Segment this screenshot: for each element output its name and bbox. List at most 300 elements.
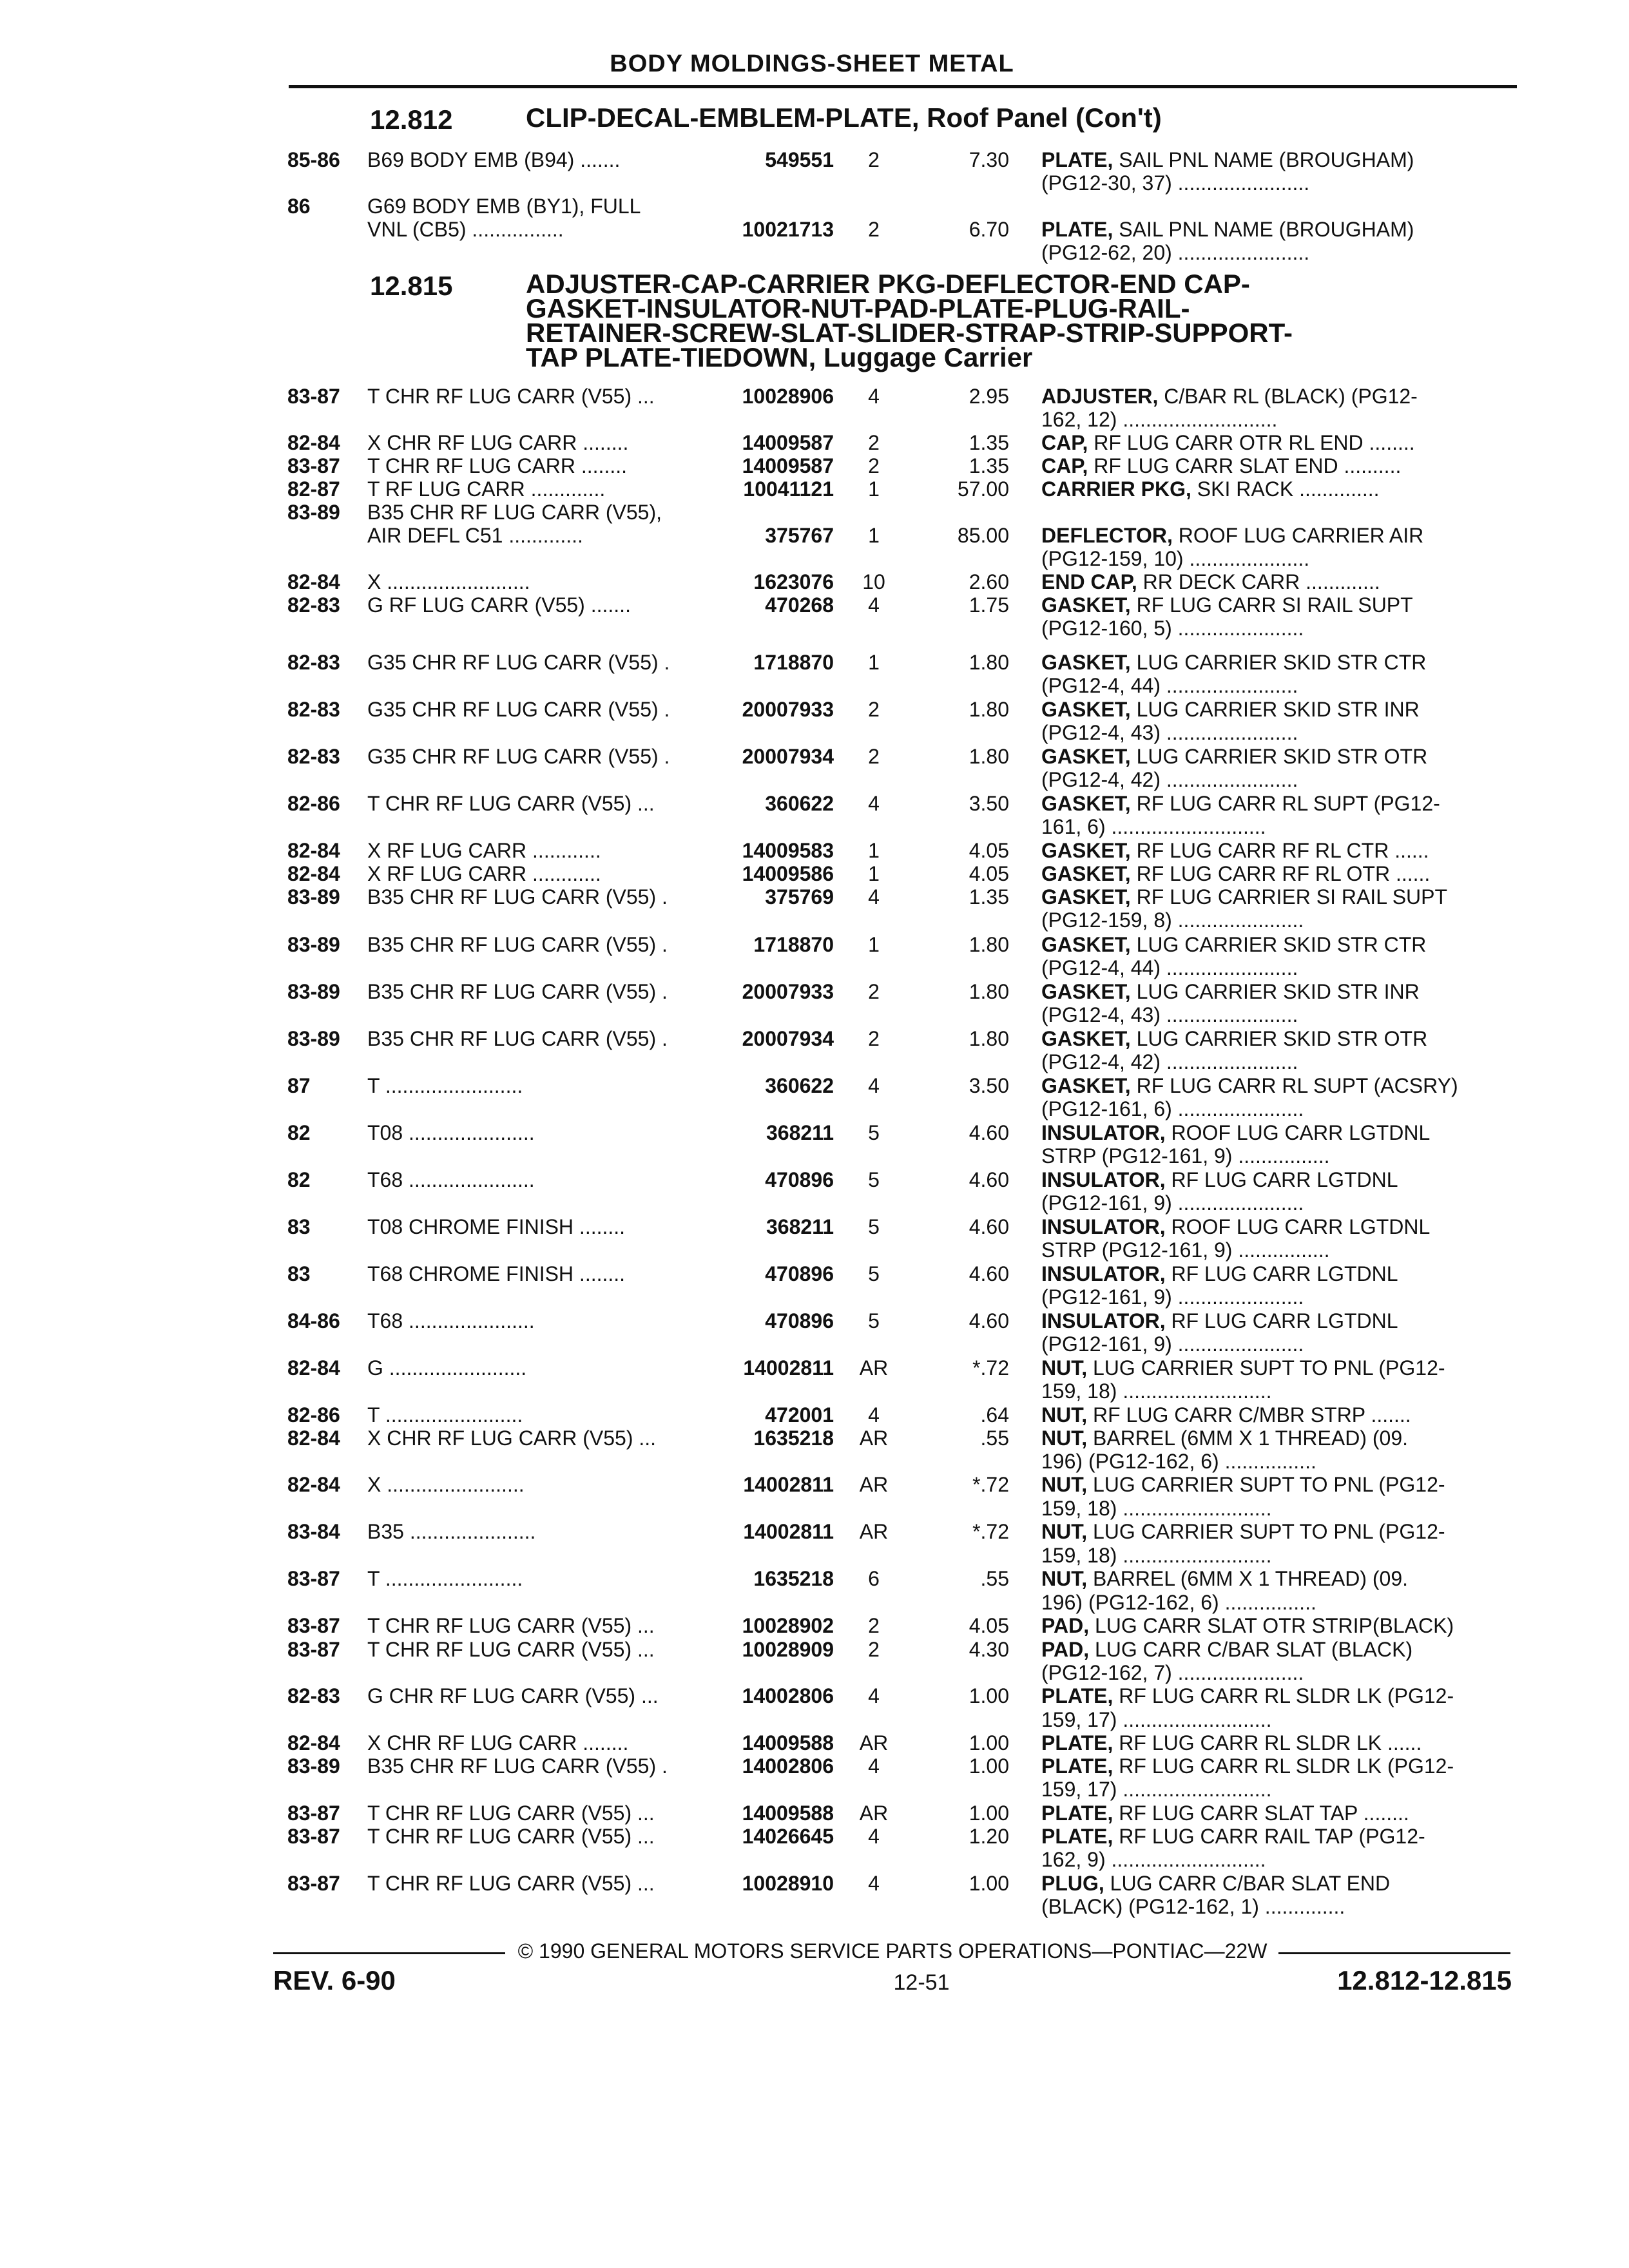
part-name bbox=[1041, 593, 1505, 617]
model-description: X CHR RF LUG CARR ........ bbox=[367, 431, 629, 454]
section-title-line: TAP PLATE-TIEDOWN, Luggage Carrier bbox=[526, 342, 1033, 372]
model-years: 82-84 bbox=[287, 1473, 340, 1496]
part-name bbox=[1041, 1332, 1505, 1356]
model-description: B69 BODY EMB (B94) ....... bbox=[367, 148, 621, 171]
price: 1.80 bbox=[969, 933, 1009, 956]
part-name-keyword: PLATE, bbox=[1041, 218, 1113, 241]
part-name-detail: RR DECK CARR ............. bbox=[1142, 570, 1380, 593]
part-name bbox=[1041, 1661, 1505, 1685]
part-name-detail: RF LUG CARR OTR RL END ........ bbox=[1094, 431, 1415, 454]
part-name-detail: (PG12-159, 8) ...................... bbox=[1041, 908, 1304, 932]
part-name-detail: SKI RACK .............. bbox=[1197, 477, 1380, 501]
part-name bbox=[1041, 241, 1505, 265]
price: 1.80 bbox=[969, 651, 1009, 674]
part-name bbox=[1041, 1614, 1505, 1638]
part-name bbox=[1041, 1074, 1505, 1098]
part-name-keyword: NUT, bbox=[1041, 1427, 1088, 1450]
part-name-detail: RF LUG CARR RL SLDR LK (PG12- bbox=[1119, 1754, 1454, 1778]
part-name bbox=[1041, 1379, 1505, 1403]
price: 4.05 bbox=[969, 862, 1009, 885]
model-description: AIR DEFL C51 ............. bbox=[367, 524, 583, 547]
model-description: T CHR RF LUG CARR ........ bbox=[367, 454, 627, 477]
quantity: 1 bbox=[868, 651, 880, 674]
part-name bbox=[1041, 956, 1505, 980]
price: 4.05 bbox=[969, 839, 1009, 862]
part-number: 375769 bbox=[765, 885, 834, 908]
quantity: 4 bbox=[868, 1403, 880, 1427]
price: 1.00 bbox=[969, 1731, 1009, 1754]
part-name bbox=[1041, 431, 1505, 455]
part-name-keyword: PLATE, bbox=[1041, 1825, 1113, 1848]
price: .55 bbox=[980, 1567, 1009, 1590]
quantity: 2 bbox=[868, 980, 880, 1003]
part-name-keyword: GASKET, bbox=[1041, 1027, 1131, 1050]
part-name bbox=[1041, 218, 1505, 242]
part-number: 14009586 bbox=[742, 862, 834, 885]
quantity: AR bbox=[859, 1520, 889, 1543]
part-name bbox=[1041, 1754, 1505, 1778]
quantity: AR bbox=[859, 1427, 889, 1450]
part-name-detail: LUG CARR C/BAR SLAT END bbox=[1110, 1872, 1391, 1895]
part-name-detail: C/BAR RL (BLACK) (PG12- bbox=[1164, 385, 1418, 408]
part-name-keyword: ADJUSTER, bbox=[1041, 385, 1159, 408]
quantity: AR bbox=[859, 1356, 889, 1379]
part-name-keyword: NUT, bbox=[1041, 1520, 1088, 1543]
price: 1.80 bbox=[969, 745, 1009, 768]
model-years: 83-87 bbox=[287, 1638, 340, 1661]
price: 1.00 bbox=[969, 1872, 1009, 1895]
part-number: 10028909 bbox=[742, 1638, 834, 1661]
price: 57.00 bbox=[957, 477, 1009, 501]
model-description: X CHR RF LUG CARR (V55) ... bbox=[367, 1427, 657, 1450]
part-name bbox=[1041, 651, 1505, 675]
part-name bbox=[1041, 792, 1505, 816]
quantity: 4 bbox=[868, 885, 880, 908]
part-name-detail: 196) (PG12-162, 6) ................ bbox=[1041, 1450, 1316, 1473]
model-description: T ........................ bbox=[367, 1567, 523, 1590]
part-number: 10028902 bbox=[742, 1614, 834, 1637]
quantity: 5 bbox=[868, 1309, 880, 1332]
model-years: 83-87 bbox=[287, 454, 340, 477]
part-number: 1718870 bbox=[753, 651, 834, 674]
part-name-keyword: NUT, bbox=[1041, 1567, 1088, 1590]
section-title-line: ADJUSTER-CAP-CARRIER PKG-DEFLECTOR-END CAP- bbox=[526, 269, 1250, 299]
model-description: G ........................ bbox=[367, 1356, 527, 1379]
part-name bbox=[1041, 1403, 1505, 1427]
part-number: 14026645 bbox=[742, 1825, 834, 1848]
part-name-detail: LUG CARR SLAT OTR STRIP(BLACK) bbox=[1094, 1614, 1454, 1637]
quantity: 4 bbox=[868, 1754, 880, 1778]
part-number: 14009588 bbox=[742, 1731, 834, 1754]
model-description: X ........................ bbox=[367, 1473, 525, 1496]
part-name bbox=[1041, 477, 1505, 501]
section-title-line: GASKET-INSULATOR-NUT-PAD-PLATE-PLUG-RAIL- bbox=[526, 293, 1190, 323]
model-description: X RF LUG CARR ............ bbox=[367, 839, 601, 862]
footer-rule-right bbox=[1278, 1952, 1510, 1954]
quantity: 1 bbox=[868, 839, 880, 862]
part-name-detail: ROOF LUG CARR LGTDNL bbox=[1171, 1121, 1431, 1144]
section-title bbox=[526, 269, 1505, 372]
model-description: G35 CHR RF LUG CARR (V55) . bbox=[367, 698, 670, 721]
section-title-line: CLIP-DECAL-EMBLEM-PLATE, Roof Panel (Con't) bbox=[526, 102, 1162, 133]
part-name bbox=[1041, 980, 1505, 1004]
part-name bbox=[1041, 1168, 1505, 1192]
model-years: 83-89 bbox=[287, 1754, 340, 1778]
section-range: 12.812-12.815 bbox=[1337, 1965, 1512, 1995]
part-name bbox=[1041, 570, 1505, 594]
part-name-keyword: GASKET, bbox=[1041, 933, 1131, 956]
price: 4.60 bbox=[969, 1215, 1009, 1238]
part-number: 14002811 bbox=[743, 1520, 834, 1543]
part-number: 10028910 bbox=[742, 1872, 834, 1895]
part-name-detail: RF LUG CARR RL SUPT (ACSRY) bbox=[1136, 1074, 1458, 1097]
price: 4.30 bbox=[969, 1638, 1009, 1661]
quantity: AR bbox=[859, 1731, 889, 1754]
price: 1.00 bbox=[969, 1754, 1009, 1778]
model-years: 82-84 bbox=[287, 1427, 340, 1450]
part-name-keyword: CAP, bbox=[1041, 454, 1088, 477]
price: 1.35 bbox=[969, 454, 1009, 477]
part-name-detail: (PG12-30, 37) ....................... bbox=[1041, 171, 1310, 195]
quantity: 5 bbox=[868, 1215, 880, 1238]
part-name-detail: LUG CARRIER SKID STR OTR bbox=[1136, 745, 1428, 768]
model-years: 82-86 bbox=[287, 792, 340, 815]
model-years: 82 bbox=[287, 1168, 311, 1191]
price: .55 bbox=[980, 1427, 1009, 1450]
model-description: T CHR RF LUG CARR (V55) ... bbox=[367, 1638, 655, 1661]
model-years: 82-84 bbox=[287, 1356, 340, 1379]
part-name-detail: LUG CARRIER SKID STR INR bbox=[1136, 980, 1420, 1003]
quantity: 2 bbox=[868, 1027, 880, 1050]
part-number: 14009587 bbox=[742, 431, 834, 454]
model-years: 82-84 bbox=[287, 570, 340, 593]
part-name-detail: RF LUG CARR C/MBR STRP ....... bbox=[1093, 1403, 1411, 1427]
price: 1.20 bbox=[969, 1825, 1009, 1848]
part-name-keyword: PAD, bbox=[1041, 1638, 1090, 1661]
part-name bbox=[1041, 1802, 1505, 1825]
part-name-keyword: PLATE, bbox=[1041, 1684, 1113, 1707]
part-number: 470268 bbox=[765, 593, 834, 617]
section-title bbox=[526, 102, 1505, 133]
copyright-notice: © 1990 GENERAL MOTORS SERVICE PARTS OPERATIONS—PONTIAC—22W bbox=[517, 1939, 1268, 1963]
price: 6.70 bbox=[969, 218, 1009, 241]
part-name-detail: RF LUG CARRIER SI RAIL SUPT bbox=[1136, 885, 1448, 908]
model-description: B35 CHR RF LUG CARR (V55), bbox=[367, 501, 662, 524]
model-description: B35 CHR RF LUG CARR (V55) . bbox=[367, 933, 668, 956]
quantity: AR bbox=[859, 1473, 889, 1496]
page-header-title: BODY MOLDINGS-SHEET METAL bbox=[610, 50, 1014, 77]
part-name-detail: (PG12-161, 9) ...................... bbox=[1041, 1191, 1304, 1215]
part-name bbox=[1041, 1895, 1505, 1919]
part-number: 470896 bbox=[765, 1309, 834, 1332]
model-years: 82-83 bbox=[287, 593, 340, 617]
part-name-keyword: GASKET, bbox=[1041, 1074, 1131, 1097]
model-years: 83 bbox=[287, 1262, 311, 1285]
part-name-detail: (PG12-4, 42) ....................... bbox=[1041, 768, 1298, 791]
model-description: T68 ...................... bbox=[367, 1168, 535, 1191]
part-name bbox=[1041, 1191, 1505, 1215]
quantity: 10 bbox=[862, 570, 885, 593]
model-description: X CHR RF LUG CARR ........ bbox=[367, 1731, 629, 1754]
model-years: 82-84 bbox=[287, 431, 340, 454]
part-name-detail: RF LUG CARR SI RAIL SUPT bbox=[1136, 593, 1413, 617]
part-name-detail: LUG CARRIER SKID STR CTR bbox=[1136, 651, 1427, 674]
quantity: 1 bbox=[868, 477, 880, 501]
part-name-keyword: GASKET, bbox=[1041, 792, 1131, 815]
price: 1.80 bbox=[969, 1027, 1009, 1050]
part-name-keyword: NUT, bbox=[1041, 1356, 1088, 1379]
part-name-detail: LUG CARR C/BAR SLAT (BLACK) bbox=[1094, 1638, 1413, 1661]
part-number: 14002811 bbox=[743, 1356, 834, 1379]
part-name bbox=[1041, 1027, 1505, 1051]
part-name bbox=[1041, 862, 1505, 886]
part-name bbox=[1041, 698, 1505, 722]
quantity: 2 bbox=[868, 698, 880, 721]
price: 4.60 bbox=[969, 1168, 1009, 1191]
part-name bbox=[1041, 547, 1505, 571]
price: 4.05 bbox=[969, 1614, 1009, 1637]
quantity: 5 bbox=[868, 1262, 880, 1285]
model-description: T CHR RF LUG CARR (V55) ... bbox=[367, 1802, 655, 1825]
part-name-detail: (PG12-62, 20) ....................... bbox=[1041, 241, 1310, 264]
quantity: 6 bbox=[868, 1567, 880, 1590]
section-title-line: RETAINER-SCREW-SLAT-SLIDER-STRAP-STRIP-SUPPORT- bbox=[526, 318, 1293, 348]
part-name-detail: RF LUG CARR RF RL OTR ...... bbox=[1136, 862, 1431, 885]
quantity: 4 bbox=[868, 792, 880, 815]
part-number: 14002806 bbox=[742, 1754, 834, 1778]
price: 1.00 bbox=[969, 1802, 1009, 1825]
model-description: T CHR RF LUG CARR (V55) ... bbox=[367, 385, 655, 408]
part-name-detail: (PG12-161, 9) ...................... bbox=[1041, 1285, 1304, 1309]
part-name-detail: RF LUG CARR LGTDNL bbox=[1171, 1262, 1398, 1285]
model-description: G RF LUG CARR (V55) ....... bbox=[367, 593, 631, 617]
part-number: 14009587 bbox=[742, 454, 834, 477]
model-years: 83 bbox=[287, 1215, 311, 1238]
quantity: 1 bbox=[868, 862, 880, 885]
quantity: 5 bbox=[868, 1168, 880, 1191]
part-name bbox=[1041, 908, 1505, 932]
part-name-keyword: INSULATOR, bbox=[1041, 1262, 1166, 1285]
part-number: 20007933 bbox=[742, 980, 834, 1003]
part-name-detail: RF LUG CARR RL SLDR LK ...... bbox=[1119, 1731, 1422, 1754]
model-years: 83-89 bbox=[287, 501, 340, 524]
part-name-detail: (PG12-4, 44) ....................... bbox=[1041, 674, 1298, 697]
price: 1.75 bbox=[969, 593, 1009, 617]
part-name bbox=[1041, 1356, 1505, 1380]
model-description: B35 CHR RF LUG CARR (V55) . bbox=[367, 885, 668, 908]
price: 4.60 bbox=[969, 1262, 1009, 1285]
part-name-detail: LUG CARRIER SUPT TO PNL (PG12- bbox=[1093, 1520, 1445, 1543]
part-name-detail: LUG CARRIER SUPT TO PNL (PG12- bbox=[1093, 1356, 1445, 1379]
part-number: 10028906 bbox=[742, 385, 834, 408]
model-description: T08 CHROME FINISH ........ bbox=[367, 1215, 626, 1238]
part-name-detail: (PG12-162, 7) ...................... bbox=[1041, 1661, 1304, 1684]
part-name bbox=[1041, 933, 1505, 957]
price: *.72 bbox=[972, 1520, 1009, 1543]
header-rule bbox=[289, 85, 1517, 88]
price: 3.50 bbox=[969, 792, 1009, 815]
quantity: 2 bbox=[868, 745, 880, 768]
part-name bbox=[1041, 815, 1505, 839]
part-number: 1718870 bbox=[753, 933, 834, 956]
price: 85.00 bbox=[957, 524, 1009, 547]
part-name-detail: 159, 17) .......................... bbox=[1041, 1708, 1272, 1731]
part-name-detail: SAIL PNL NAME (BROUGHAM) bbox=[1119, 148, 1414, 171]
part-name-detail: LUG CARRIER SKID STR CTR bbox=[1136, 933, 1427, 956]
model-description: B35 CHR RF LUG CARR (V55) . bbox=[367, 980, 668, 1003]
part-name-detail: (BLACK) (PG12-162, 1) .............. bbox=[1041, 1895, 1345, 1918]
part-name bbox=[1041, 721, 1505, 745]
part-name-detail: 159, 17) .......................... bbox=[1041, 1778, 1272, 1801]
quantity: 4 bbox=[868, 1825, 880, 1848]
part-name-keyword: PLATE, bbox=[1041, 148, 1113, 171]
part-number: 20007933 bbox=[742, 698, 834, 721]
quantity: 4 bbox=[868, 1684, 880, 1707]
model-description: T RF LUG CARR ............. bbox=[367, 477, 606, 501]
part-name-detail: ROOF LUG CARR LGTDNL bbox=[1171, 1215, 1431, 1238]
part-name-detail: STRP (PG12-161, 9) ................ bbox=[1041, 1238, 1330, 1262]
part-name-keyword: GASKET, bbox=[1041, 862, 1131, 885]
model-years: 85-86 bbox=[287, 148, 340, 171]
part-name bbox=[1041, 1848, 1505, 1872]
part-name bbox=[1041, 1638, 1505, 1662]
price: 2.60 bbox=[969, 570, 1009, 593]
model-years: 83-87 bbox=[287, 1802, 340, 1825]
model-years: 82-84 bbox=[287, 1731, 340, 1754]
model-years: 82-84 bbox=[287, 862, 340, 885]
part-name bbox=[1041, 674, 1505, 698]
part-name-keyword: CAP, bbox=[1041, 431, 1088, 454]
footer-rule-left bbox=[273, 1952, 505, 1954]
quantity: 2 bbox=[868, 454, 880, 477]
price: 3.50 bbox=[969, 1074, 1009, 1097]
quantity: 4 bbox=[868, 1872, 880, 1895]
part-name bbox=[1041, 1450, 1505, 1474]
part-name bbox=[1041, 745, 1505, 769]
model-years: 83-89 bbox=[287, 1027, 340, 1050]
price: 1.00 bbox=[969, 1684, 1009, 1707]
quantity: 1 bbox=[868, 524, 880, 547]
part-name-keyword: INSULATOR, bbox=[1041, 1309, 1166, 1332]
model-years: 83-87 bbox=[287, 1567, 340, 1590]
part-name-keyword: GASKET, bbox=[1041, 745, 1131, 768]
price: 1.80 bbox=[969, 980, 1009, 1003]
part-name-detail: RF LUG CARR RAIL TAP (PG12- bbox=[1119, 1825, 1425, 1848]
part-name bbox=[1041, 1872, 1505, 1896]
part-name-detail: 159, 18) .......................... bbox=[1041, 1544, 1272, 1567]
model-description: X ......................... bbox=[367, 570, 530, 593]
part-name bbox=[1041, 1050, 1505, 1074]
part-name bbox=[1041, 1567, 1505, 1591]
model-description: T68 CHROME FINISH ........ bbox=[367, 1262, 626, 1285]
part-name-detail: (PG12-4, 44) ....................... bbox=[1041, 956, 1298, 979]
quantity: 4 bbox=[868, 385, 880, 408]
part-name-detail: ROOF LUG CARRIER AIR bbox=[1178, 524, 1424, 547]
part-name bbox=[1041, 1144, 1505, 1168]
part-name-detail: 159, 18) .......................... bbox=[1041, 1497, 1272, 1520]
part-number: 1635218 bbox=[753, 1567, 834, 1590]
part-name-detail: RF LUG CARR SLAT TAP ........ bbox=[1119, 1802, 1409, 1825]
part-name-keyword: NUT, bbox=[1041, 1473, 1088, 1496]
part-name-detail: RF LUG CARR RF RL CTR ...... bbox=[1136, 839, 1429, 862]
quantity: 2 bbox=[868, 1614, 880, 1637]
part-name bbox=[1041, 1544, 1505, 1568]
part-name bbox=[1041, 524, 1505, 548]
model-description: T CHR RF LUG CARR (V55) ... bbox=[367, 1872, 655, 1895]
part-name bbox=[1041, 768, 1505, 792]
price: 2.95 bbox=[969, 385, 1009, 408]
model-years: 83-84 bbox=[287, 1520, 340, 1543]
part-name-keyword: GASKET, bbox=[1041, 651, 1131, 674]
part-name bbox=[1041, 839, 1505, 863]
price: 1.35 bbox=[969, 885, 1009, 908]
model-years: 82-87 bbox=[287, 477, 340, 501]
part-name-detail: 159, 18) .......................... bbox=[1041, 1379, 1272, 1403]
price: 1.35 bbox=[969, 431, 1009, 454]
part-name-detail: LUG CARRIER SKID STR OTR bbox=[1136, 1027, 1428, 1050]
part-name bbox=[1041, 454, 1505, 478]
part-name-detail: 161, 6) ........................... bbox=[1041, 815, 1266, 838]
part-number: 470896 bbox=[765, 1262, 834, 1285]
model-years: 83-87 bbox=[287, 1614, 340, 1637]
part-name-detail: (PG12-161, 9) ...................... bbox=[1041, 1332, 1304, 1356]
quantity: AR bbox=[859, 1802, 889, 1825]
quantity: 2 bbox=[868, 431, 880, 454]
part-name bbox=[1041, 1238, 1505, 1262]
part-name-detail: BARREL (6MM X 1 THREAD) (09. bbox=[1093, 1427, 1408, 1450]
part-name-detail: (PG12-159, 10) ..................... bbox=[1041, 547, 1310, 570]
part-name-detail: LUG CARRIER SKID STR INR bbox=[1136, 698, 1420, 721]
part-number: 549551 bbox=[765, 148, 834, 171]
model-description: B35 CHR RF LUG CARR (V55) . bbox=[367, 1027, 668, 1050]
model-description: T CHR RF LUG CARR (V55) ... bbox=[367, 1614, 655, 1637]
part-name-detail: RF LUG CARR LGTDNL bbox=[1171, 1168, 1398, 1191]
part-name-detail: SAIL PNL NAME (BROUGHAM) bbox=[1119, 218, 1414, 241]
part-name bbox=[1041, 385, 1505, 408]
part-name-detail: (PG12-161, 6) ...................... bbox=[1041, 1097, 1304, 1120]
model-years: 82-84 bbox=[287, 839, 340, 862]
price: *.72 bbox=[972, 1473, 1009, 1496]
model-description: G CHR RF LUG CARR (V55) ... bbox=[367, 1684, 659, 1707]
model-description: G35 CHR RF LUG CARR (V55) . bbox=[367, 745, 670, 768]
part-number: 360622 bbox=[765, 792, 834, 815]
part-number: 368211 bbox=[766, 1121, 834, 1144]
model-description: T CHR RF LUG CARR (V55) ... bbox=[367, 792, 655, 815]
part-name bbox=[1041, 885, 1505, 909]
model-description: T ........................ bbox=[367, 1403, 523, 1427]
part-name bbox=[1041, 1003, 1505, 1027]
part-name bbox=[1041, 171, 1505, 195]
quantity: 4 bbox=[868, 1074, 880, 1097]
part-name-keyword: PLUG, bbox=[1041, 1872, 1104, 1895]
revision-label: REV. 6-90 bbox=[273, 1965, 396, 1995]
part-name-keyword: INSULATOR, bbox=[1041, 1168, 1166, 1191]
model-years: 82-83 bbox=[287, 651, 340, 674]
model-description: T CHR RF LUG CARR (V55) ... bbox=[367, 1825, 655, 1848]
part-name-keyword: PAD, bbox=[1041, 1614, 1090, 1637]
part-name bbox=[1041, 1262, 1505, 1286]
part-number: 20007934 bbox=[742, 1027, 834, 1050]
part-name bbox=[1041, 1708, 1505, 1732]
part-name bbox=[1041, 1309, 1505, 1333]
price: *.72 bbox=[972, 1356, 1009, 1379]
part-number: 10041121 bbox=[743, 477, 834, 501]
part-name bbox=[1041, 1520, 1505, 1544]
part-name bbox=[1041, 1427, 1505, 1450]
part-name bbox=[1041, 408, 1505, 432]
model-years: 82-86 bbox=[287, 1403, 340, 1427]
part-name-detail: 162, 12) ........................... bbox=[1041, 408, 1278, 431]
